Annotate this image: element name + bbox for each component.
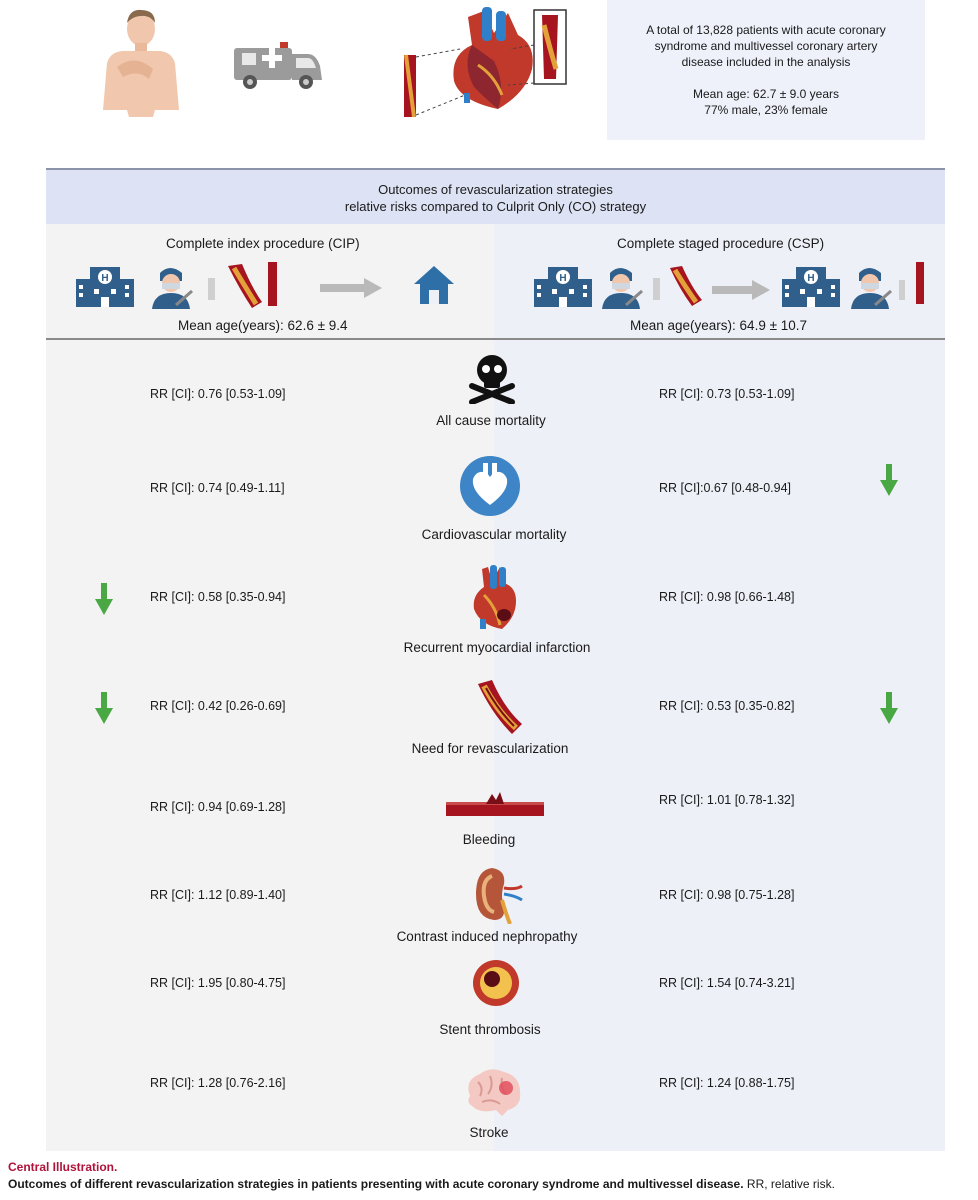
kidney-icon — [472, 866, 524, 924]
summary-line-2: syndrome and multivessel coronary artery — [654, 39, 878, 53]
cip-rr-cardiovascular-mortality: RR [CI]: 0.74 [0.49-1.11] — [150, 481, 285, 495]
cip-rr-stroke: RR [CI]: 1.28 [0.76-2.16] — [150, 1076, 286, 1090]
brain-icon — [462, 1066, 524, 1118]
header-divider — [46, 338, 945, 340]
decrease-arrow-icon — [880, 692, 898, 724]
stent-icon — [899, 280, 905, 300]
hospital-icon — [532, 263, 594, 307]
cip-column-background — [46, 222, 494, 1151]
stented-artery-icon — [916, 262, 924, 304]
arrow-right-icon — [712, 280, 770, 300]
caption-title — [8, 1177, 835, 1191]
csp-rr-cardiovascular-mortality: RR [CI]:0.67 [0.48-0.94] — [659, 481, 792, 495]
stent-icon — [653, 278, 660, 300]
csp-rr-all-cause-mortality: RR [CI]: 0.73 [0.53-1.09] — [659, 387, 795, 401]
study-summary-box — [607, 0, 925, 140]
outcome-label-cardiovascular-mortality: Cardiovascular mortality — [421, 527, 567, 542]
outcome-label-bleeding: Bleeding — [462, 832, 516, 847]
stent-icon — [208, 278, 215, 300]
outcome-label-all-cause-mortality: All cause mortality — [436, 413, 546, 428]
cip-rr-all-cause-mortality: RR [CI]: 0.76 [0.53-1.09] — [150, 387, 286, 401]
outcome-label-nephropathy: Contrast induced nephropathy — [396, 929, 578, 944]
cip-rr-recurrent-mi: RR [CI]: 0.58 [0.35-0.94] — [150, 590, 286, 604]
summary-line-1: A total of 13,828 patients with acute coronary — [646, 23, 886, 37]
heart-with-artery-zoom-icon — [398, 5, 573, 127]
decrease-arrow-icon — [95, 583, 113, 615]
csp-rr-revascularization: RR [CI]: 0.53 [0.35-0.82] — [659, 699, 795, 713]
csp-rr-recurrent-mi: RR [CI]: 0.98 [0.66-1.48] — [659, 590, 795, 604]
svg-text:H: H — [101, 273, 109, 284]
csp-rr-stroke: RR [CI]: 1.24 [0.88-1.75] — [659, 1076, 795, 1090]
hospital-icon — [74, 263, 136, 307]
csp-rr-nephropathy: RR [CI]: 0.98 [0.75-1.28] — [659, 888, 795, 902]
cip-rr-bleeding: RR [CI]: 0.94 [0.69-1.28] — [150, 800, 286, 814]
caption-note: RR, relative risk. — [743, 1177, 835, 1191]
outcomes-header-line-1: Outcomes of revascularization strategies — [378, 182, 613, 197]
artery-plaque-icon — [666, 264, 704, 306]
svg-text:H: H — [807, 273, 815, 284]
outcomes-header — [46, 168, 945, 224]
outcome-label-recurrent-mi: Recurrent myocardial infarction — [403, 640, 591, 655]
csp-rr-stent-thrombosis: RR [CI]: 1.54 [0.74-3.21] — [659, 976, 795, 990]
csp-column-background — [494, 222, 945, 1151]
cip-rr-revascularization: RR [CI]: 0.42 [0.26-0.69] — [150, 699, 286, 713]
outcome-label-stent-thrombosis: Stent thrombosis — [439, 1022, 541, 1037]
caption-label: Central Illustration. — [8, 1160, 118, 1174]
csp-title: Complete staged procedure (CSP) — [617, 236, 825, 251]
surgeon-icon — [600, 263, 646, 309]
heart-circle-icon — [459, 455, 521, 517]
hospital-icon — [780, 263, 842, 307]
home-icon — [412, 264, 456, 306]
bleeding-vessel-icon — [446, 788, 544, 818]
artery-icon — [474, 678, 524, 736]
summary-sex: 77% male, 23% female — [704, 103, 828, 117]
figure-caption — [8, 1160, 835, 1191]
outcome-label-stroke: Stroke — [469, 1125, 509, 1140]
csp-mean-age: Mean age(years): 64.9 ± 10.7 — [630, 318, 808, 333]
surgeon-icon — [849, 263, 895, 309]
surgeon-icon — [150, 263, 196, 309]
stented-artery-icon — [268, 262, 277, 306]
caption-title-text: Outcomes of different revascularization strategies in patients presenting with acute coronary syndrome and multivessel disease. — [8, 1177, 744, 1191]
cip-mean-age: Mean age(years): 62.6 ± 9.4 — [178, 318, 348, 333]
outcomes-header-line-2: relative risks compared to Culprit Only (CO) strategy — [344, 199, 647, 214]
csp-rr-bleeding: RR [CI]: 1.01 [0.78-1.32] — [659, 793, 795, 807]
cip-rr-stent-thrombosis: RR [CI]: 1.95 [0.80-4.75] — [150, 976, 286, 990]
outcome-label-revascularization: Need for revascularization — [411, 741, 569, 756]
ambulance-icon — [232, 38, 326, 92]
summary-line-3: disease included in the analysis — [681, 55, 851, 69]
arrow-right-icon — [320, 278, 382, 298]
heart-icon — [468, 565, 518, 631]
summary-mean-age: Mean age: 62.7 ± 9.0 years — [692, 87, 839, 101]
decrease-arrow-icon — [880, 464, 898, 496]
patient-chest-pain-icon — [95, 5, 187, 120]
thrombus-icon — [472, 958, 520, 1008]
svg-text:H: H — [559, 273, 567, 284]
cip-rr-nephropathy: RR [CI]: 1.12 [0.89-1.40] — [150, 888, 286, 902]
decrease-arrow-icon — [95, 692, 113, 724]
skull-crossbones-icon — [468, 352, 516, 404]
cip-title: Complete index procedure (CIP) — [166, 236, 360, 251]
artery-plaque-icon — [224, 262, 264, 308]
